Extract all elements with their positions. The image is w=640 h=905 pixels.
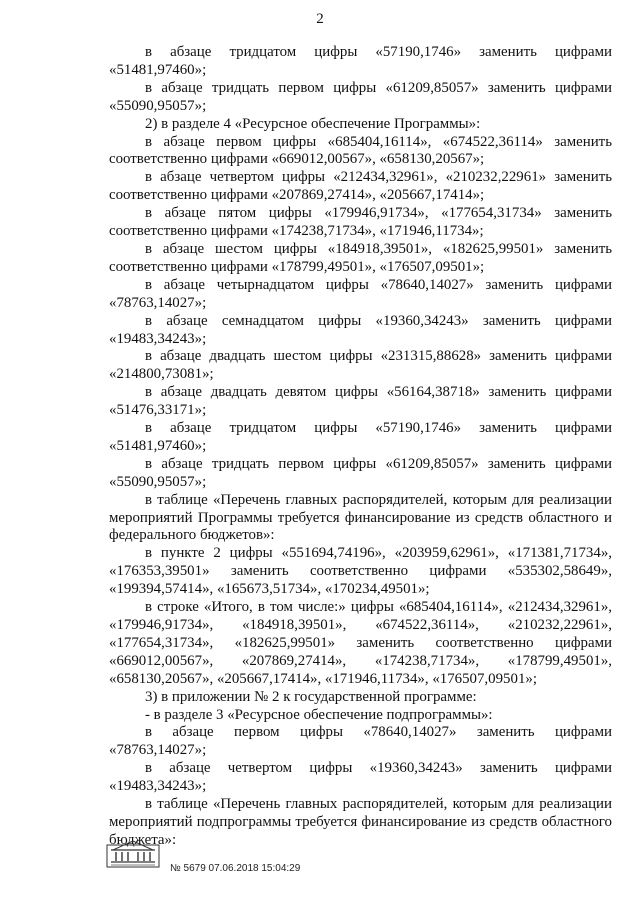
page-number: 2 [316,11,324,27]
paragraph: в абзаце тридцатом цифры «57190,1746» заменить цифрами «51481,97460»; [109,44,612,78]
paragraph: в абзаце тридцать первом цифры «61209,85057» заменить цифрами «55090,95057»; [109,79,612,114]
paragraph: в пункте 2 цифры «551694,74196», «203959,62961», «171381,71734», «176353,39501» заменить соответственно цифрами «535302,58649», «199394,57414», «165673,51734», «170234,49501»; [109,545,612,598]
paragraph: в строке «Итого, в том числе:» цифры «685404,16114», «212434,32961», «179946,91734», «184918,39501», «674522,36114», «210232,22961», «177654,31734», «182625,99501» заменить соответственно цифрами «669012,00567», «207869,27414», «174238,71734», «178799,49501», «658130,20567», «205667,17414», «171946,11734», «176507,09501»; [109,599,612,687]
document-body [109,44,612,850]
paragraph: в абзаце тридцатом цифры «57190,1746» заменить цифрами «51481,97460»; [109,420,612,454]
paragraph: в абзаце двадцать девятом цифры «56164,38718» заменить цифрами «51476,33171»; [109,384,612,419]
paragraph: в абзаце семнадцатом цифры «19360,34243» заменить цифрами «19483,34243»; [109,312,612,347]
government-building-stamp-icon [106,838,160,868]
paragraph: в абзаце двадцать шестом цифры «231315,88628» заменить цифрами «214800,73081»; [109,348,612,383]
paragraph: в абзаце первом цифры «685404,16114», «674522,36114» заменить соответственно цифрами «669012,00567», «658130,20567»; [109,133,612,168]
paragraph: в абзаце первом цифры «78640,14027» заменить цифрами «78763,14027»; [109,724,612,759]
paragraph: в абзаце тридцать первом цифры «61209,85057» заменить цифрами «55090,95057»; [109,455,612,490]
paragraph: в абзаце пятом цифры «179946,91734», «177654,31734» заменить соответственно цифрами «174238,71734», «171946,11734»; [109,205,612,240]
paragraph: в таблице «Перечень главных распорядителей, которым для реализации мероприятий подпрограммы требуется финансирование из средств областного бюджета»: [109,796,612,848]
paragraph: 2) в разделе 4 «Ресурсное обеспечение Программы»: [145,115,481,132]
paragraph: - в разделе 3 «Ресурсное обеспечение подпрограммы»: [145,706,493,723]
paragraph: в абзаце четвертом цифры «212434,32961», «210232,22961» заменить соответственно цифрами «207869,27414», «205667,17414»; [109,169,612,204]
paragraph: 3) в приложении № 2 к государственной программе: [145,688,477,705]
paragraph: в абзаце четвертом цифры «19360,34243» заменить цифрами «19483,34243»; [109,760,612,795]
paragraph: в абзаце шестом цифры «184918,39501», «182625,99501» заменить соответственно цифрами «178799,49501», «176507,09501»; [109,240,612,275]
paragraph: в таблице «Перечень главных распорядителей, которым для реализации мероприятий Программы требуется финансирование из средств областного и федерального бюджетов»: [109,491,612,544]
document-registration-info: № 5679 07.06.2018 15:04:29 [170,863,301,874]
paragraph: в абзаце четырнадцатом цифры «78640,14027» заменить цифрами «78763,14027»; [109,276,612,311]
